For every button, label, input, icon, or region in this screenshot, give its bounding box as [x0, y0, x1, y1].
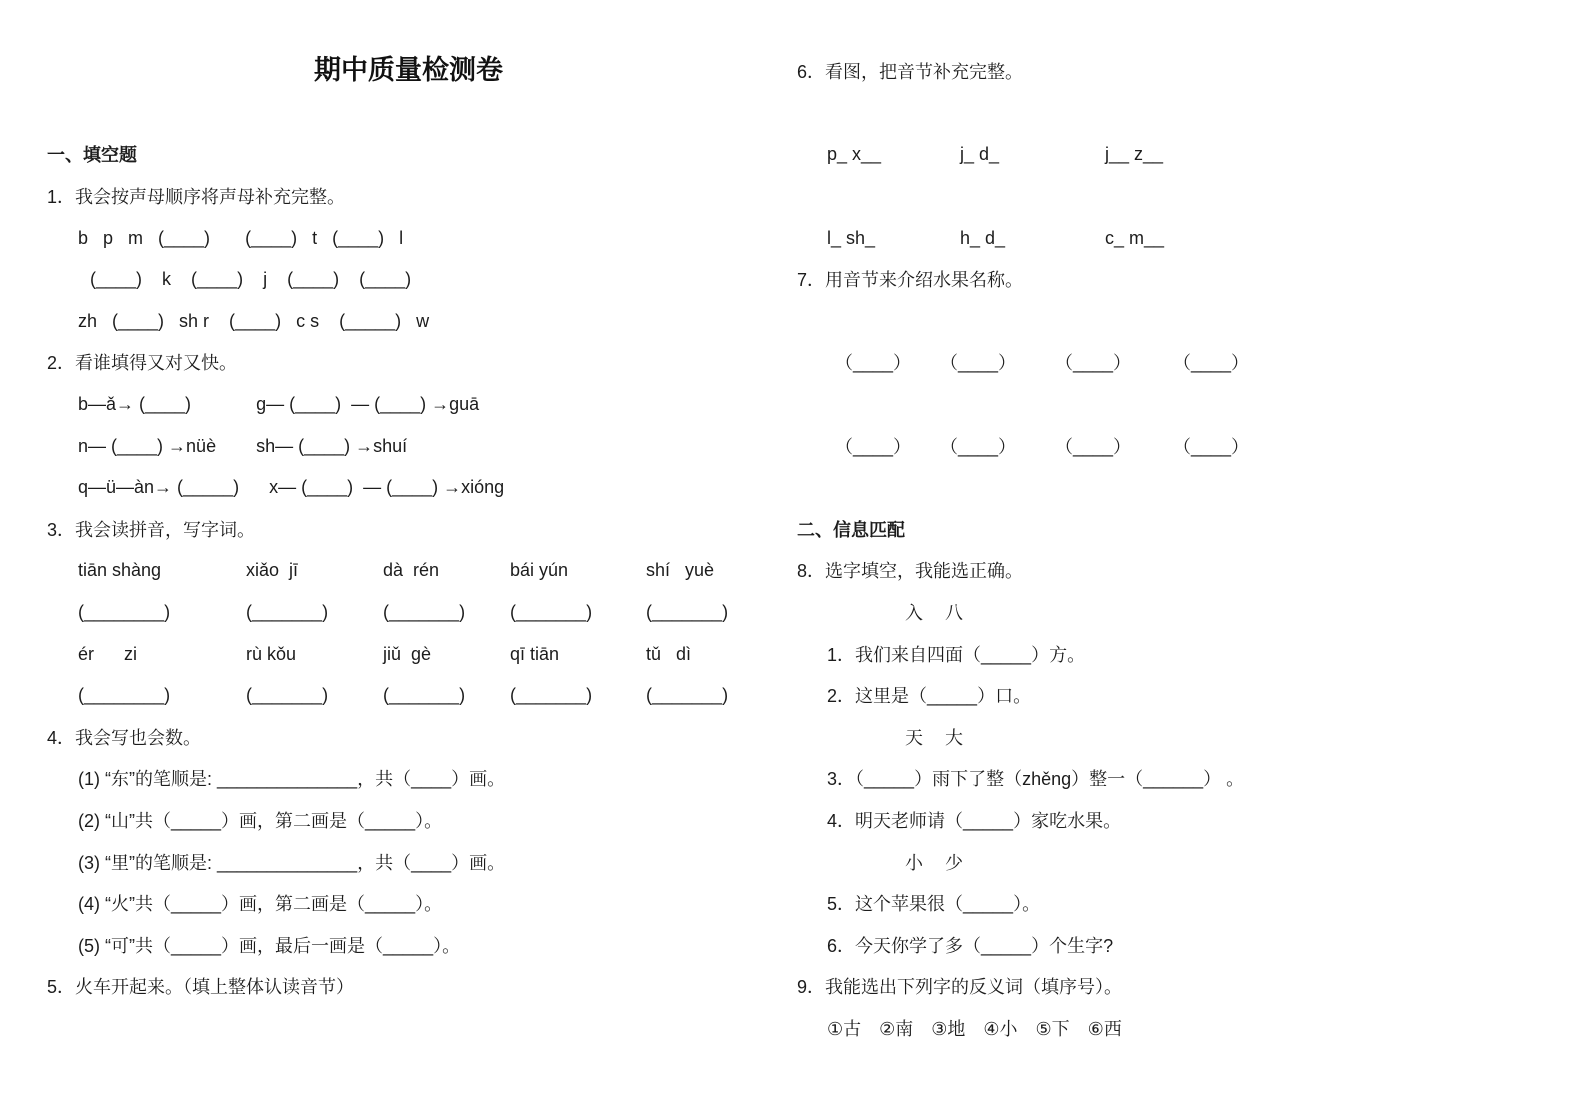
pinyin-word: jiǔ gè — [383, 643, 432, 664]
q8-item-3: 3．（_____）雨下了整（zhěng）整一（______） 。 — [827, 769, 1245, 789]
answer-blank: (_______) — [383, 684, 466, 705]
q2-row-3: q—ü—àn→ (_____) x— (____) — (____) →xióng — [78, 476, 505, 497]
q1-row-1: b p m (____) (____) t (____) l — [78, 227, 404, 248]
q8-item-6: 6．今天你学了多（_____）个生字? — [827, 936, 1114, 956]
q7-blank-row-2 — [835, 425, 1249, 467]
q4-prompt: 4．我会写也会数。 — [47, 728, 202, 748]
pinyin-word: tiān shàng — [78, 559, 162, 580]
q6-prompt: 6．看图，把音节补充完整。 — [797, 62, 1024, 82]
q3-pinyin-row-1 — [78, 549, 714, 591]
q8-choice-pair-3: 小 少 — [905, 853, 965, 873]
syllable-blank: l_ sh_ — [827, 227, 876, 248]
q3-pinyin-row-2 — [78, 633, 691, 675]
q1-row-2: (____) k (____) j (____) (____) — [90, 268, 412, 289]
q1-row-3: zh (____) sh r (____) c s (_____) w — [78, 310, 430, 331]
answer-blank: (_______) — [646, 601, 729, 622]
q9-options: ①古 ②南 ③地 ④小 ⑤下 ⑥西 — [827, 1019, 1122, 1039]
answer-blank: (_______) — [646, 684, 729, 705]
answer-blank: (________) — [78, 601, 171, 622]
syllable-blank: h_ d_ — [960, 227, 1006, 248]
answer-blank: （____） — [835, 437, 912, 457]
syllable-blank: c_ m__ — [1105, 227, 1165, 248]
q8-item-4: 4．明天老师请（_____）家吃水果。 — [827, 811, 1122, 831]
q8-choice-pair-2: 天 大 — [905, 728, 965, 748]
q6-syllable-row-1 — [827, 133, 1163, 175]
q8-item-5: 5．这个苹果很（_____）。 — [827, 894, 1041, 914]
q4-item-5: (5) “可”共（_____）画，最后一画是（_____）。 — [78, 936, 461, 956]
q4-item-3: (3) “里”的笔顺是: ______________，共（____）画。 — [78, 853, 506, 873]
q4-item-2: (2) “山”共（_____）画，第二画是（_____）。 — [78, 811, 443, 831]
q7-blank-row-1 — [835, 341, 1249, 383]
q2-prompt: 2．看谁填得又对又快。 — [47, 353, 238, 373]
section-1-header: 一、填空题 — [47, 145, 137, 165]
pinyin-word: bái yún — [510, 559, 569, 580]
q3-blank-row-1 — [78, 591, 728, 633]
q7-prompt: 7．用音节来介绍水果名称。 — [797, 270, 1024, 290]
answer-blank: (_______) — [246, 684, 329, 705]
syllable-blank: j_ d_ — [960, 143, 1000, 164]
answer-blank: (_______) — [510, 601, 593, 622]
answer-blank: （____） — [835, 353, 912, 373]
right-column — [797, 0, 1567, 1118]
q4-item-1: (1) “东”的笔顺是: ______________，共（____）画。 — [78, 769, 506, 789]
q8-choice-pair-1: 入 八 — [905, 603, 965, 623]
pinyin-word: rù kǒu — [246, 643, 297, 664]
left-column — [47, 0, 770, 1118]
pinyin-word: qī tiān — [510, 643, 560, 664]
q2-row-1: b—ǎ→ (____) g— (____) — (____) →guā — [78, 393, 480, 414]
q9-prompt: 9．我能选出下列字的反义词（填序号）。 — [797, 977, 1123, 997]
q5-prompt: 5．火车开起来。（填上整体认读音节） — [47, 977, 355, 997]
syllable-blank: p_ x__ — [827, 143, 882, 164]
answer-blank: （____） — [1173, 353, 1250, 373]
q8-prompt: 8．选字填空，我能选正确。 — [797, 561, 1024, 581]
answer-blank: (_______) — [510, 684, 593, 705]
pinyin-word: ér zi — [78, 643, 138, 664]
q2-row-2: n— (____) →nüè sh— (____) →shuí — [78, 435, 408, 456]
section-2-header: 二、信息匹配 — [797, 520, 905, 540]
answer-blank: （____） — [1055, 437, 1132, 457]
q8-item-1: 1．我们来自四面（_____）方。 — [827, 645, 1086, 665]
answer-blank: (________) — [78, 684, 171, 705]
q8-item-2: 2．这里是（_____）口。 — [827, 686, 1032, 706]
pinyin-word: dà rén — [383, 559, 440, 580]
answer-blank: (_______) — [383, 601, 466, 622]
q3-prompt: 3．我会读拼音，写字词。 — [47, 520, 256, 540]
answer-blank: (_______) — [246, 601, 329, 622]
answer-blank: （____） — [1173, 437, 1250, 457]
q4-item-4: (4) “火”共（_____）画，第二画是（_____）。 — [78, 894, 443, 914]
pinyin-word: xiǎo jī — [246, 559, 299, 580]
q3-blank-row-2 — [78, 674, 728, 716]
answer-blank: （____） — [1055, 353, 1132, 373]
q1-prompt: 1．我会按声母顺序将声母补充完整。 — [47, 187, 346, 207]
syllable-blank: j__ z__ — [1105, 143, 1164, 164]
answer-blank: （____） — [940, 437, 1017, 457]
page-title: 期中质量检测卷 — [314, 55, 503, 85]
pinyin-word: shí yuè — [646, 559, 715, 580]
q6-syllable-row-2 — [827, 217, 1164, 259]
answer-blank: （____） — [940, 353, 1017, 373]
pinyin-word: tǔ dì — [646, 643, 692, 664]
